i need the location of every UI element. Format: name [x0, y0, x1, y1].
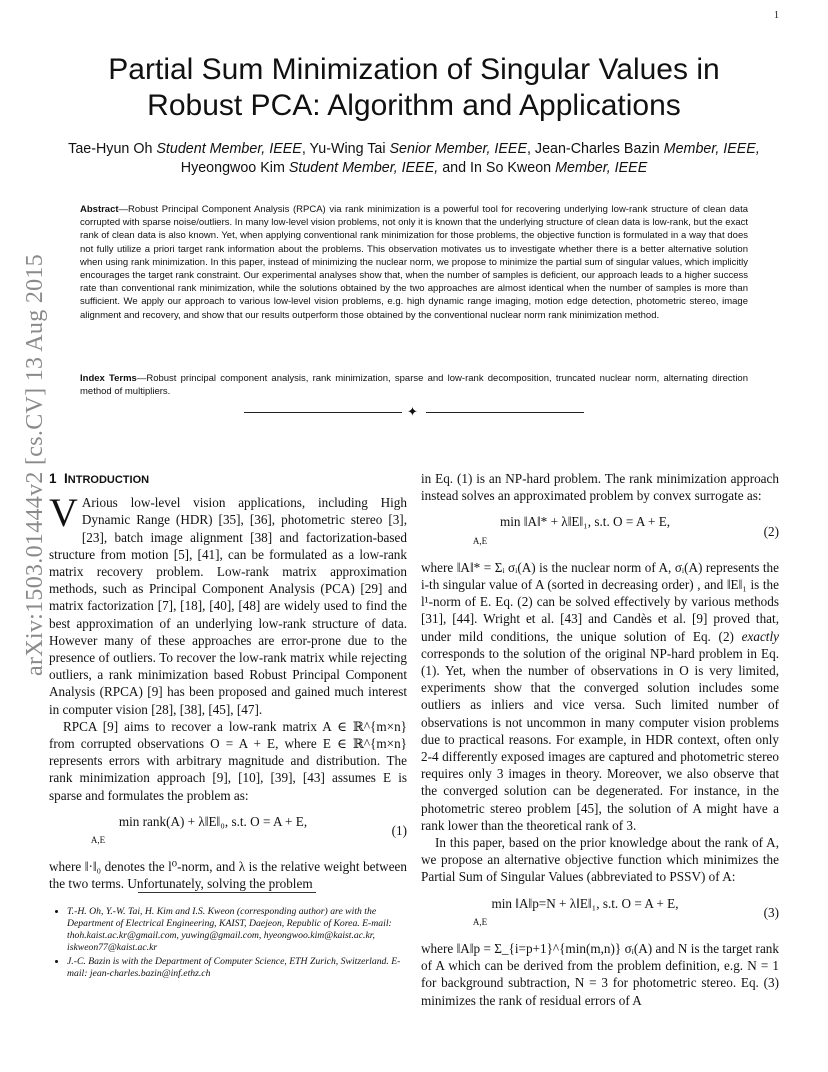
author-role: Member, IEEE, — [663, 141, 760, 157]
author-role: Student Member, IEEE — [156, 141, 302, 157]
intro-paragraph-3: where ‖·‖₀ denotes the l⁰-norm, and λ is the relative weight between the two terms. Unfortunately, solving the problem — [49, 859, 407, 892]
index-terms-label: Index Terms — [80, 373, 137, 384]
divider-line-right — [426, 412, 584, 413]
equation-body: min ‖A‖p=N + λ‖E‖₁, s.t. O = A + E, A,E — [472, 895, 679, 927]
right-paragraph-1: in Eq. (1) is an NP-hard problem. The rank minimization approach instead solves an approximated problem by convex surrogate as: — [421, 471, 779, 504]
section-number: 1 — [49, 471, 57, 486]
author-role: Senior Member, IEEE — [389, 141, 527, 157]
author-name: Hyeongwoo Kim — [180, 160, 289, 176]
author-role: Student Member, IEEE, — [288, 160, 439, 176]
equation-3 — [421, 895, 779, 931]
author-role: Member, IEEE — [555, 160, 648, 176]
abstract — [80, 203, 748, 322]
footnote-rule — [138, 892, 316, 893]
right-paragraph-4: where ‖A‖p = Σ_{i=p+1}^{min(m,n)} σᵢ(A) and N is the target rank of A which can be derived from the problem definition, e.g. N = 1 for background subtraction, N = 3 for photometric stereo. Eq. (3) minimizes the rank of residual errors of A — [421, 941, 779, 1008]
section-title: INTRODUCTION — [64, 471, 150, 486]
section-heading-introduction — [49, 470, 407, 489]
diamond-icon: ✦ — [407, 404, 418, 419]
left-column — [49, 470, 407, 893]
intro-paragraph-1: V Arious low-level vision applications, including High Dynamic Range (HDR) [35], [36], photometric stereo [3], [23], batch image alignment [38] and factorization-based structure from motion [5], [41], can be formulated as a low-rank matrix recovery problem. Low-rank matrix approximation methods, such as Principal Component Analysis (PCA) [29] and matrix factorization [7], [18], [40], [48] are widely used to find the best approximation of an underlying low-rank structure of data. However many of these approaches are error-prone due to the presence of outliers. To recover the low-rank matrix while rejecting outliers, a rank minimization based Robust Principal Component Analysis (RPCA) [9] has been proposed and gained much interest in computer vision [28], [38], [45], [47]. — [49, 490, 407, 717]
paper-title: Partial Sum Minimization of Singular Values in Robust PCA: Algorithm and Applications — [108, 53, 720, 122]
author-name: Tae-Hyun Oh — [68, 141, 157, 157]
right-paragraph-3: In this paper, based on the prior knowledge about the rank of A, we propose an alternative objective function which minimizes the Partial Sum of Singular Values (abbreviated to PSSV) of A: — [421, 835, 779, 885]
index-terms — [80, 372, 748, 398]
divider-line-left — [244, 412, 402, 413]
page-number: 1 — [774, 10, 779, 21]
right-column — [421, 470, 779, 1009]
author-name: , Jean-Charles Bazin — [526, 141, 664, 157]
equation-number: (3) — [763, 905, 779, 921]
abstract-label: Abstract — [80, 204, 119, 215]
equation-body: min rank(A) + λ‖E‖₀, s.t. O = A + E, A,E — [90, 813, 308, 846]
footnotes — [49, 906, 407, 982]
dropcap-letter: V — [49, 490, 78, 536]
arxiv-stamp[interactable]: arXiv:1503.01444v2 [cs.CV] 13 Aug 2015 — [22, 253, 48, 676]
equation-1 — [49, 813, 407, 849]
right-paragraph-2: where ‖A‖* = Σᵢ σᵢ(A) is the nuclear norm of A, σᵢ(A) represents the i-th singular value of A (sorted in decreasing order) , and ‖E‖₁ is the l¹-norm of E. Eq. (2) can be solved effectively by various methods [31], [44]. Wright et al. [43] and Candès et al. [9] proved that, under mild conditions, the unique solution of Eq. (2) exactly corresponds to the solution of the original NP-hard problem in Eq. (1). Yet, when the number of observations in O is very limited, experiments show that the converged solution includes some outliers as inliers and vice versa. Such limited number of observations is not uncommon in many computer vision problems due to practical reasons. For example, in HDR context, often only 2-4 differently exposed images are captured and photometric stereo requires only 3 images in theory. Moreover, we also observe that the converged solution can be degenerated. For instance, in the photometric stereo problem [45], the solution of A might have a rank lower than the theoretical rank of 3. — [421, 559, 779, 833]
equation-number: (2) — [763, 524, 779, 539]
section-divider — [244, 405, 584, 421]
index-terms-text: —Robust principal component analysis, rank minimization, sparse and low-rank decomposition, truncated nuclear norm, alternating direction method of multipliers. — [80, 373, 748, 398]
equation-body: min ‖A‖* + λ‖E‖₁, s.t. O = A + E, A,E — [472, 514, 671, 546]
equation-2 — [421, 513, 779, 549]
author-name: and In So Kweon — [438, 160, 556, 176]
abstract-text: —Robust Principal Component Analysis (RPCA) via rank minimization is a powerful tool for recovering underlying low-rank structure of clean data corrupted with sparse noise/outliers. In many low-level vision problems, not only it is known that the underlying structure of clean data is low-rank, but the exact rank of clean data is also known. Yet, when applying conventional rank minimization for those problems, the objective function is formulated in a way that does not fully utilize a priori target rank information about the problems. This observation motivates us to investigate whether there is a better alternative solution when using rank minimization. In this paper, instead of minimizing the nuclear norm, we propose to minimize the partial sum of singular values, which implicitly encourages the target rank constraint. Our experimental analyses show that, when the number of samples is deficient, our approach leads to a higher success rate than conventional rank minimization, while the solutions obtained by the two approaches are almost identical when the number of samples is more than sufficient. We apply our approach to various low-level vision problems, e.g. high dynamic range imaging, motion edge detection, photometric stereo, image alignment and recovery, and show that our results outperform those obtained by the conventional nuclear norm rank minimization method. — [80, 204, 748, 321]
equation-number: (1) — [391, 823, 407, 839]
intro-paragraph-2: RPCA [9] aims to recover a low-rank matrix A ∈ ℝ^{m×n} from corrupted observations O = A + E, where E ∈ ℝ^{m×n} represents errors with arbitrary magnitude and distribution. The rank minimization approach [9], [10], [39], [43] assumes E is sparse and formulates the problem as: — [49, 718, 407, 803]
author-name: , Yu-Wing Tai — [301, 141, 390, 157]
footnote-affiliation-kaist: • T.-H. Oh, Y.-W. Tai, H. Kim and I.S. Kweon (corresponding author) are with the Department of Electrical Engineering, KAIST, Daejeon, Republic of Korea. E-mail: thoh.kaist.ac.kr@gmail.com, yuwing@gmail.com, hyeongwoo.kim@kaist.ac.kr, iskweon77@kaist.ac.kr — [67, 906, 407, 954]
author-list — [60, 140, 768, 178]
footnote-affiliation-eth: • J.-C. Bazin is with the Department of Computer Science, ETH Zurich, Switzerland. E-mail: jean-charles.bazin@inf.ethz.ch — [67, 956, 407, 980]
